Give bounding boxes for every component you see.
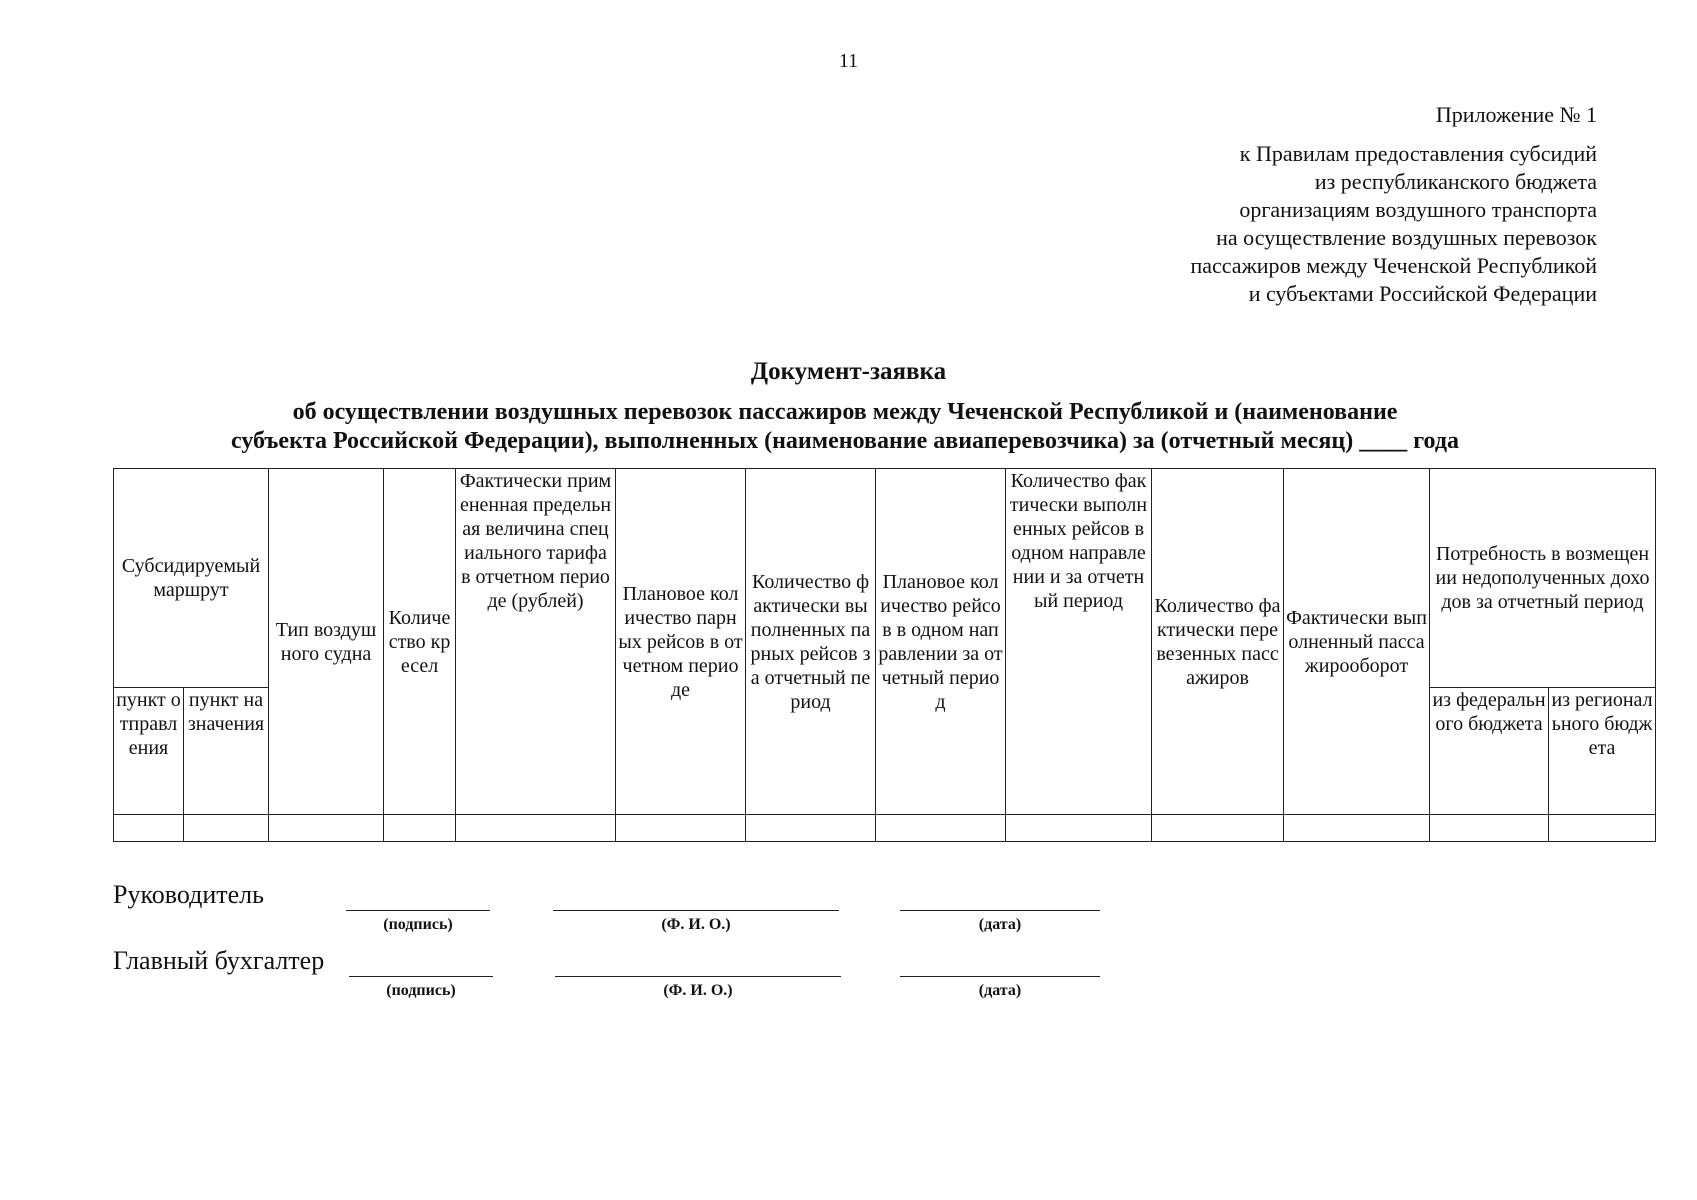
signature-caption: (подпись) — [386, 982, 456, 999]
table-row — [114, 815, 1656, 842]
header-actual-pairs: Количество фактически выполненных парных рейсов за отчетный период — [746, 469, 876, 815]
appendix-label: Приложение № 1 — [1435, 102, 1597, 127]
page-number: 11 — [838, 50, 859, 72]
date-caption: (дата) — [978, 916, 1022, 933]
table-cell[interactable] — [384, 815, 456, 842]
document-subtitle — [100, 398, 1590, 456]
table-cell[interactable] — [114, 815, 184, 842]
subheader-destination: пункт назначения — [184, 688, 269, 815]
appendix-line: и субъектами Российской Федерации — [1248, 281, 1597, 306]
date-line[interactable] — [900, 976, 1100, 977]
table-cell[interactable] — [746, 815, 876, 842]
table-cell[interactable] — [616, 815, 746, 842]
name-line[interactable] — [553, 910, 839, 911]
header-seats: Количество кресел — [384, 469, 456, 815]
date-caption: (дата) — [978, 982, 1022, 999]
table-cell[interactable] — [456, 815, 616, 842]
header-route: Субсидируемый маршрут — [114, 469, 269, 688]
signature-caption: (подпись) — [383, 916, 453, 933]
signature-row-head — [113, 880, 1113, 940]
name-caption: (Ф. И. О.) — [663, 982, 733, 999]
table-cell[interactable] — [1284, 815, 1430, 842]
document-title: Документ-заявка — [750, 358, 947, 385]
header-planned-one-way: Плановое количество рейсов в одном направлении за отчетный период — [876, 469, 1006, 815]
head-label: Руководитель — [113, 880, 264, 909]
signature-row-accountant — [113, 946, 1113, 1006]
appendix-line: из республиканского бюджета — [1314, 169, 1597, 194]
subheader-departure: пункт отправления — [114, 688, 184, 815]
table-cell[interactable] — [269, 815, 384, 842]
appendix-line: на осуществление воздушных перевозок — [1216, 225, 1597, 250]
appendix-line: пассажиров между Чеченской Республикой — [1190, 253, 1597, 278]
header-tariff: Фактически примененная предельная величина специального тарифа в отчетном периоде (рублей) — [456, 469, 616, 815]
header-passengers: Количество фактически перевезенных пассажиров — [1152, 469, 1284, 815]
header-turnover: Фактически выполненный пассажирооборот — [1284, 469, 1430, 815]
subtitle-line: субъекта Российской Федерации), выполненных (наименование авиаперевозчика) за (отчетный месяц) ____ года — [231, 428, 1459, 454]
header-planned-pairs: Плановое количество парных рейсов в отчетном периоде — [616, 469, 746, 815]
name-line[interactable] — [555, 976, 841, 977]
table-cell[interactable] — [1152, 815, 1284, 842]
table-header-row — [114, 469, 1656, 688]
appendix-line: к Правилам предоставления субсидий — [1239, 141, 1597, 166]
subtitle-line: об осуществлении воздушных перевозок пассажиров между Чеченской Республикой и (наименование — [292, 399, 1398, 425]
header-aircraft-type: Тип воздушного судна — [269, 469, 384, 815]
table-cell[interactable] — [1430, 815, 1549, 842]
subheader-federal: из федерального бюджета — [1430, 688, 1549, 815]
signature-line[interactable] — [349, 976, 493, 977]
date-line[interactable] — [900, 910, 1100, 911]
table-cell[interactable] — [184, 815, 269, 842]
appendix-line: организациям воздушного транспорта — [1239, 197, 1597, 222]
appendix-reference — [1190, 140, 1597, 308]
header-actual-one-way: Количество фактически выполненных рейсов в одном направлении и за отчетный период — [1006, 469, 1152, 815]
table-cell[interactable] — [876, 815, 1006, 842]
signature-line[interactable] — [346, 910, 490, 911]
table-cell[interactable] — [1549, 815, 1656, 842]
header-need: Потребность в возмещении недополученных доходов за отчетный период — [1430, 469, 1656, 688]
name-caption: (Ф. И. О.) — [661, 916, 731, 933]
application-table — [113, 468, 1656, 842]
subheader-regional: из регионального бюджета — [1549, 688, 1656, 815]
accountant-label: Главный бухгалтер — [113, 946, 325, 975]
table-cell[interactable] — [1006, 815, 1152, 842]
